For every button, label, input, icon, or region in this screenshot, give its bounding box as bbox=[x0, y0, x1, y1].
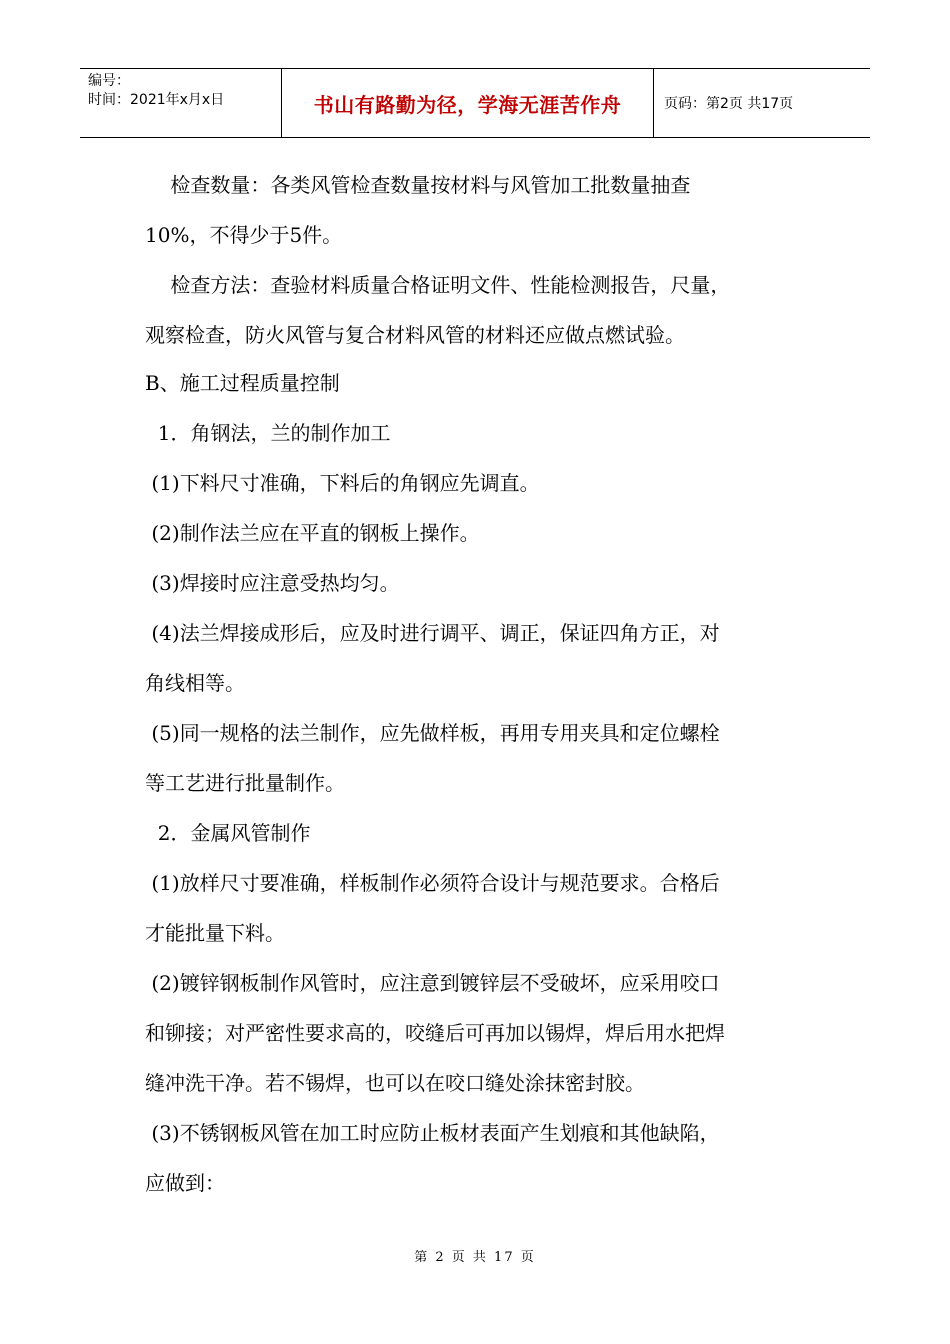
page-header bbox=[80, 68, 870, 138]
header-motto: 书山有路勤为径，学海无涯苦作舟 bbox=[313, 92, 622, 117]
section-heading: B、施工过程质量控制 bbox=[145, 371, 340, 395]
body-line: (4)法兰焊接成形后，应及时进行调平、调正，保证四角方正，对 bbox=[145, 621, 720, 645]
body-line: (2)制作法兰应在平直的钢板上操作。 bbox=[145, 521, 480, 545]
header-page-info: 页码：第2页 共17页 bbox=[664, 96, 794, 112]
body-line: 等工艺进行批量制作。 bbox=[145, 771, 345, 795]
body-line: 应做到： bbox=[145, 1171, 225, 1195]
header-page-cell bbox=[654, 69, 870, 137]
body-line: 和铆接；对严密性要求高的，咬缝后可再加以锡焊，焊后用水把焊 bbox=[145, 1021, 725, 1045]
page-footer: 第 2 页 共 17 页 bbox=[414, 1250, 536, 1265]
body-line: 缝冲洗干净。若不锡焊，也可以在咬口缝处涂抹密封胶。 bbox=[145, 1071, 645, 1095]
body-line: 检查数量：各类风管检查数量按材料与风管加工批数量抽查 bbox=[145, 173, 691, 197]
body-line: 检查方法：查验材料质量合格证明文件、性能检测报告，尺量， bbox=[145, 273, 731, 297]
body-line: 角线相等。 bbox=[145, 671, 245, 695]
document-number-label: 编号： bbox=[88, 73, 130, 89]
subsection-heading: 2．金属风管制作 bbox=[145, 821, 311, 845]
body-line: 才能批量下料。 bbox=[145, 921, 285, 945]
body-line: (2)镀锌钢板制作风管时，应注意到镀锌层不受破坏，应采用咬口 bbox=[145, 971, 720, 995]
subsection-heading: 1．角钢法，兰的制作加工 bbox=[145, 421, 391, 445]
header-meta-cell bbox=[80, 69, 282, 137]
body-line: 观察检查，防火风管与复合材料风管的材料还应做点燃试验。 bbox=[145, 323, 685, 347]
header-motto-cell bbox=[282, 69, 654, 137]
body-line: (3)不锈钢板风管在加工时应防止板材表面产生划痕和其他缺陷， bbox=[145, 1121, 720, 1145]
body-line: (1)放样尺寸要准确，样板制作必须符合设计与规范要求。合格后 bbox=[145, 871, 720, 895]
body-line: 10%，不得少于5件。 bbox=[145, 223, 343, 247]
body-line: (1)下料尺寸准确，下料后的角钢应先调直。 bbox=[145, 471, 540, 495]
body-line: (3)焊接时应注意受热均匀。 bbox=[145, 571, 400, 595]
body-line: (5)同一规格的法兰制作，应先做样板，再用专用夹具和定位螺栓 bbox=[145, 721, 720, 745]
document-date-label: 时间：2021年x月x日 bbox=[88, 92, 225, 108]
